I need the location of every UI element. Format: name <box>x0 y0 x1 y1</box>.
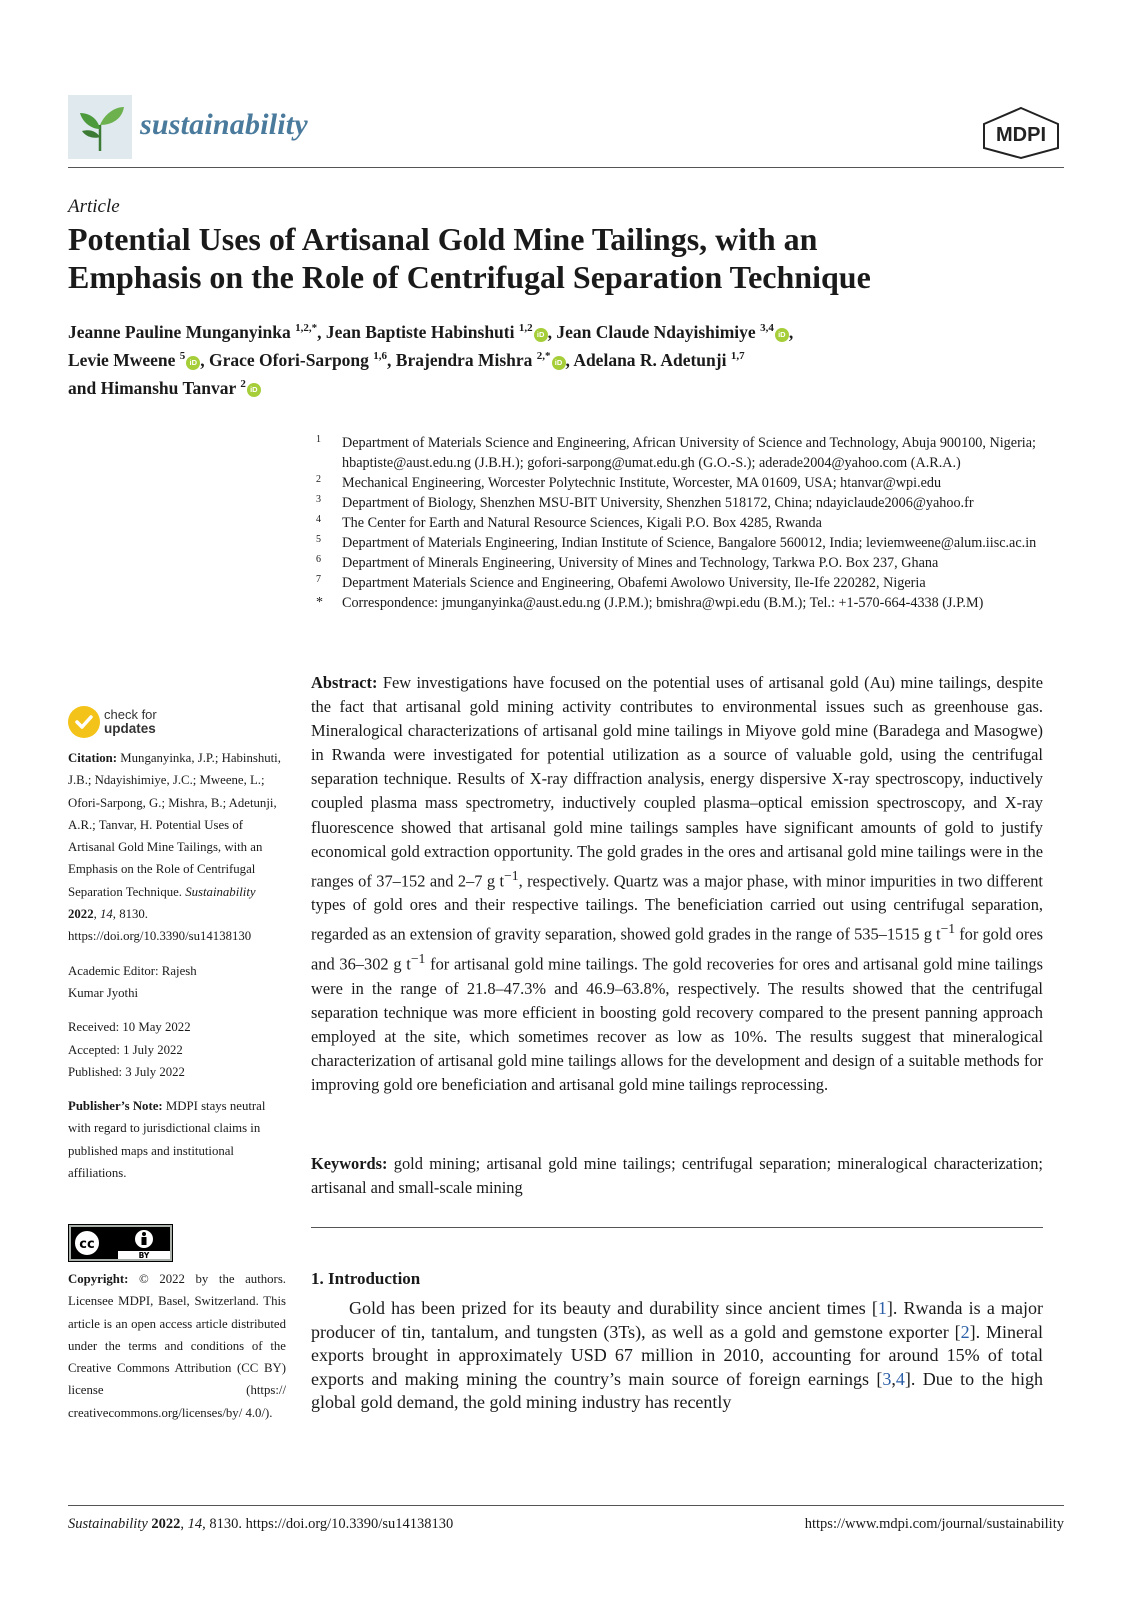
body-text: ]. Due to the high global gold demand, the gold mining industry has recently <box>311 1368 1043 1412</box>
affiliation-item <box>316 573 1076 593</box>
author-separator: , <box>387 349 396 370</box>
cc-by-license-icon[interactable] <box>68 1224 173 1262</box>
correspondence-item <box>316 593 1076 613</box>
sidebar <box>68 747 286 1196</box>
article-type: Article <box>68 196 120 217</box>
affiliation-number: 7 <box>316 574 321 585</box>
footer-journal: Sustainability <box>68 1516 148 1532</box>
affiliation-text: Department of Minerals Engineering, University of Mines and Technology, Tarkwa P.O. Box 237, Ghana <box>342 555 939 571</box>
copyright-block <box>68 1268 286 1424</box>
article-title <box>68 220 1068 296</box>
author-separator: , <box>788 321 794 342</box>
author-line-2 <box>68 344 1068 372</box>
author-name[interactable]: Grace Ofori-Sarpong <box>209 349 369 370</box>
keywords-label: Keywords: <box>311 1154 388 1173</box>
citation-volume: 14 <box>100 907 113 922</box>
affiliation-item <box>316 533 1076 553</box>
author-name[interactable]: Adelana R. Adetunji <box>573 349 727 370</box>
citation-link[interactable]: 3 <box>882 1368 892 1389</box>
abstract <box>311 671 1043 1097</box>
abstract-text: for gold ores and 36–302 g t <box>311 924 1043 974</box>
author-affiliation: 3,4 <box>760 322 774 334</box>
affiliation-text: Department of Materials Science and Engineering, African University of Science and Technology, Abuja 900100, Nigeria; hbaptiste@aust.edu.ng (J.B.H.); gofori-sarpong@umat.edu.gh (G.O.-S.); aderade2004@yahoo.com (A.R.A.) <box>342 435 1036 471</box>
body-text: ]. Mineral exports brought in approximately USD 67 million in 2010, accounting for around 15% of total exports and making mining the country’s main source of foreign earnings [ <box>311 1321 1043 1389</box>
title-line-2: Emphasis on the Role of Centrifugal Separation Technique <box>68 259 871 295</box>
publisher-note-text: MDPI stays neutral with regard to jurisdictional claims in published maps and institutional affiliations. <box>68 1099 266 1181</box>
footer-citation: Sustainability 2022, 14, 8130. https://doi.org/10.3390/su14138130 <box>68 1516 454 1532</box>
cc-by-label: BY <box>138 1251 150 1260</box>
author-name[interactable]: Levie Mweene <box>68 349 176 370</box>
author-affiliation: 2,* <box>536 349 551 362</box>
citation-label: Citation: <box>68 751 118 765</box>
author-affiliation: 1,7 <box>730 349 745 362</box>
author-name[interactable]: Jean Claude Ndayishimiye <box>556 321 756 342</box>
author-line-3 <box>68 372 1068 400</box>
affiliation-text: Mechanical Engineering, Worcester Polytechnic Institute, Worcester, MA 01609, USA; htanvar@wpi.edu <box>342 475 942 491</box>
check-updates-icon <box>68 706 100 738</box>
affiliation-item <box>316 553 1076 573</box>
academic-editor-name: Kumar Jyothi <box>68 985 139 1000</box>
affiliation-item <box>316 433 1076 473</box>
citation-doi-link[interactable]: 8130. https://doi.org/10.3390/su14138130 <box>68 907 252 944</box>
author-affiliation: 2 <box>240 377 246 390</box>
publisher-note-block <box>68 1095 286 1184</box>
author-line-1 <box>68 316 1068 344</box>
copyright-label: Copyright: <box>68 1272 129 1286</box>
affiliation-number: 3 <box>316 494 321 505</box>
journal-logo-icon <box>68 95 132 159</box>
check-updates-line1: check for <box>104 707 157 722</box>
unit-exponent: −1 <box>504 867 519 883</box>
abstract-label: Abstract: <box>311 673 378 692</box>
author-separator: , <box>317 321 326 342</box>
author-separator: , <box>565 349 574 370</box>
received-date: Received: 10 May 2022 <box>68 1020 191 1035</box>
author-separator: , <box>200 349 210 370</box>
author-affiliation: 1,2,* <box>295 322 318 334</box>
title-line-1: Potential Uses of Artisanal Gold Mine Tailings, with an <box>68 221 818 257</box>
affiliation-item <box>316 493 1076 513</box>
orcid-icon[interactable]: iD <box>775 328 789 342</box>
keywords-text: gold mining; artisanal gold mine tailings; centrifugal separation; mineralogical characterization; artisanal and small-scale mining <box>311 1154 1043 1198</box>
citation-link[interactable]: 2 <box>960 1321 970 1342</box>
academic-editor-block <box>68 960 286 1005</box>
affiliation-number: 6 <box>316 554 321 565</box>
author-affiliation: 1,6 <box>373 349 388 362</box>
unit-exponent: −1 <box>410 950 426 966</box>
header-divider <box>68 167 1064 168</box>
affiliation-text: Department Materials Science and Engineering, Obafemi Awolowo University, Ile-Ife 220282, Nigeria <box>342 575 926 591</box>
section-heading: 1. Introduction <box>311 1269 421 1288</box>
academic-editor-label: Academic Editor: Rajesh <box>68 963 197 978</box>
check-updates-label <box>104 708 157 736</box>
footer-volume: 14 <box>187 1516 203 1532</box>
abstract-text: Few investigations have focused on the potential uses of artisanal gold (Au) mine tailings, despite the fact that artisanal gold mining activity contributes to environmental issues such as greenhouse gas. Mineralogical characterizations of artisanal gold mine tailings in Miyove gold mine (Baradega and Masogwe) in Rwanda were investigated for potential utilization as a source of valuable gold, using the centrifugal separation technique. Results of X-ray diffraction analysis, energy dispersive X-ray spectroscopy, inductively coupled plasma mass spectrometry, inductively coupled plasma–optical emission spectroscopy, and X-ray fluorescence showed that artisanal gold mine tailings samples have significant amounts of gold to justify economical gold extraction opportunity. The gold grades in the ores and artisanal gold mine tailings were in the ranges of 37–152 and 2–7 g t <box>311 673 1043 891</box>
copyright-text: © 2022 by the authors. Licensee MDPI, Basel, Switzerland. This article is an open access article distributed under the terms and conditions of the Creative Commons Attribution (CC BY) license (https:// creativecommons.org/licenses/by/ 4.0/). <box>68 1272 286 1420</box>
orcid-icon[interactable]: iD <box>247 383 261 397</box>
orcid-icon[interactable]: iD <box>186 356 200 370</box>
body-text: Gold has been prized for its beauty and durability since ancient times [ <box>349 1298 878 1318</box>
author-separator: , <box>547 321 557 342</box>
accepted-date: Accepted: 1 July 2022 <box>68 1042 183 1057</box>
affiliation-text: Department of Materials Engineering, Indian Institute of Science, Bangalore 560012, India; leviemweene@alum.iisc.ac.in <box>342 535 1037 551</box>
footer-divider <box>68 1505 1064 1506</box>
journal-name[interactable]: sustainability <box>140 108 308 141</box>
citation-year: 2022 <box>68 907 94 922</box>
body-text: ]. Rwanda is a major producer of tin, tantalum, and tungsten (3Ts), as well as a gold and gemstone exporter [ <box>311 1298 1043 1342</box>
affiliation-item <box>316 473 1076 493</box>
citation-link[interactable]: 4 <box>895 1368 905 1389</box>
affiliation-text: Department of Biology, Shenzhen MSU-BIT University, Shenzhen 518172, China; ndayiclaude2006@yahoo.fr <box>342 495 974 511</box>
mdpi-logo-icon[interactable] <box>978 106 1064 160</box>
citation-journal: Sustainability <box>185 884 256 899</box>
orcid-icon[interactable]: iD <box>552 356 566 370</box>
abstract-text: , respectively. Quartz was a major phase, with minor impurities in two different types of gold ores and their respective tailings. The beneficiation carried out using centrifugal separation, regarded as an extension of gravity separation, showed gold grades in the range of 535–1515 g t <box>311 871 1043 944</box>
author-affiliation: 5 <box>179 349 186 362</box>
body-text: , <box>891 1368 896 1389</box>
author-name[interactable]: Jean Baptiste Habinshuti <box>325 321 515 342</box>
affiliation-number: 5 <box>316 534 321 545</box>
check-updates-line2: updates <box>104 721 156 736</box>
published-date: Published: 3 July 2022 <box>68 1064 185 1079</box>
affiliations <box>316 433 1076 613</box>
footer-year: 2022 <box>151 1516 181 1532</box>
affiliation-text: Correspondence: jmunganyinka@aust.edu.ng (J.P.M.); bmishra@wpi.edu (B.M.); Tel.: +1-570-664-4338 (J.P.M) <box>342 595 984 611</box>
footer-doi-link[interactable]: , 8130. https://doi.org/10.3390/su14138130 <box>202 1516 454 1532</box>
author-affiliation: 1,2 <box>518 322 533 334</box>
affiliation-text: The Center for Earth and Natural Resource Sciences, Kigali P.O. Box 4285, Rwanda <box>342 515 822 531</box>
section-divider <box>311 1227 1043 1228</box>
publisher-note-label: Publisher’s Note: <box>68 1099 163 1114</box>
affiliation-number: 2 <box>316 474 321 485</box>
footer-journal-url[interactable]: https://www.mdpi.com/journal/sustainability <box>804 1516 1064 1532</box>
author-name[interactable]: and Himanshu Tanvar <box>68 377 236 398</box>
affiliation-number: * <box>316 595 323 610</box>
affiliation-item <box>316 513 1076 533</box>
author-name[interactable]: Jeanne Pauline Munganyinka <box>68 321 291 342</box>
check-for-updates-button[interactable] <box>68 706 188 742</box>
citation-text: Munganyinka, J.P.; Habinshuti, J.B.; Ndayishimiye, J.C.; Mweene, L.; Ofori-Sarpong, G.; Mishra, B.; Adetunji, A.R.; Tanvar, H. Potential Uses of Artisanal Gold Mine Tailings, with an Emphasis on the Role of Centrifugal Separation Technique. <box>68 751 281 899</box>
orcid-icon[interactable]: iD <box>534 328 548 342</box>
dates-block <box>68 1016 286 1083</box>
intro-paragraph <box>311 1297 1043 1415</box>
abstract-text: for artisanal gold mine tailings. The gold recoveries for ores and artisanal gold mine tailings were in the range of 21.8–47.3% and 46.9–63.8%, respectively. The results showed that the centrifugal separation technique was more efficient in boosting gold recovery compared to the present panning approach employed at the site, which sometimes recover as low as 10%. The results suggest that mineralogical characterization of artisanal gold mine tailings allows for the development and design of a suitable methods for improving gold ore beneficiation and artisanal gold mine tailings reprocessing. <box>311 954 1043 1094</box>
cc-label: cc <box>79 1237 95 1252</box>
keywords <box>311 1152 1043 1200</box>
affiliation-number: 4 <box>316 514 321 525</box>
mdpi-logo-text: MDPI <box>996 124 1046 146</box>
author-name[interactable]: Brajendra Mishra <box>395 349 533 370</box>
author-list <box>68 316 1068 399</box>
citation-link[interactable]: 1 <box>877 1298 887 1318</box>
affiliation-number: 1 <box>316 434 321 445</box>
unit-exponent: −1 <box>940 921 956 937</box>
citation-block: Citation: Munganyinka, J.P.; Habinshuti, J.B.; Ndayishimiye, J.C.; Mweene, L.; Ofori-Sarpong, G.; Mishra, B.; Adetunji, A.R.; Tanvar, H. Potential Uses of Artisanal Gold Mine Tailings, with an Emphasis on the Role of Centrifugal Separation Technique. Sustainability 2022, 14, 8130. https://doi.org/10.3390/su14138130 <box>68 751 281 944</box>
